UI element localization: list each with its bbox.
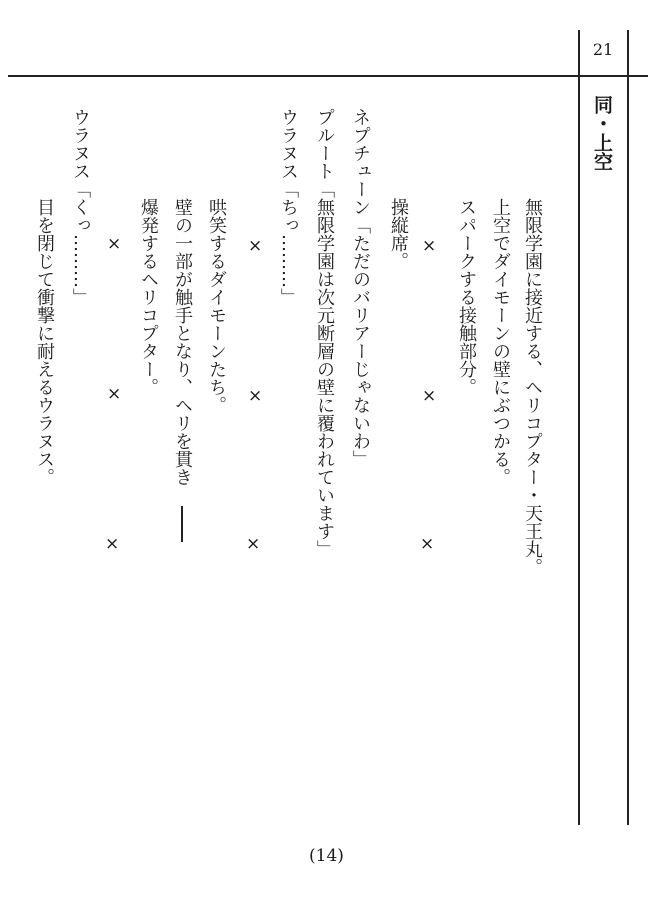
margin-rule-inner	[578, 30, 580, 825]
separator-mark: ×	[420, 534, 435, 554]
action-line: 目を閉じて衝撃に耐えるウラヌス。	[34, 198, 55, 486]
separator-mark: ×	[105, 534, 120, 554]
action-line: 爆発するヘリコプター。	[138, 198, 159, 396]
dialogue-line: ウラヌス「ちっ………」	[278, 108, 299, 306]
separator-mark: ×	[246, 534, 261, 554]
separator-mark: ×	[248, 236, 263, 256]
dialogue-line: ウラヌス「くっ………」	[70, 108, 91, 306]
action-line: 壁の一部が触手となり、ヘリを貫き	[172, 198, 193, 486]
dialogue-line: プルート「無限学園は次元断層の壁に覆われています」	[314, 108, 335, 558]
action-line: 無限学園に接近する、ヘリコプター・天王丸。	[522, 198, 543, 576]
scene-heading: 同・上空	[591, 95, 613, 171]
separator-mark: ×	[422, 236, 437, 256]
action-line: 操縦席。	[388, 198, 409, 270]
action-line: 哄笑するダイモーンたち。	[206, 198, 227, 414]
scene-number: 21	[592, 40, 614, 59]
dialogue-line: ネプチューン「ただのバリアーじゃないわ」	[350, 108, 371, 468]
separator-mark: ×	[422, 386, 437, 406]
action-line: 上空でダイモーンの壁にぶつかる。	[490, 198, 511, 486]
continuation-dash	[181, 506, 183, 542]
page-number: (14)	[309, 846, 344, 866]
header-rule	[8, 75, 648, 77]
separator-mark: ×	[107, 234, 122, 254]
separator-mark: ×	[107, 384, 122, 404]
action-line: スパークする接触部分。	[456, 198, 477, 396]
separator-mark: ×	[248, 386, 263, 406]
margin-rule-outer	[627, 30, 629, 825]
